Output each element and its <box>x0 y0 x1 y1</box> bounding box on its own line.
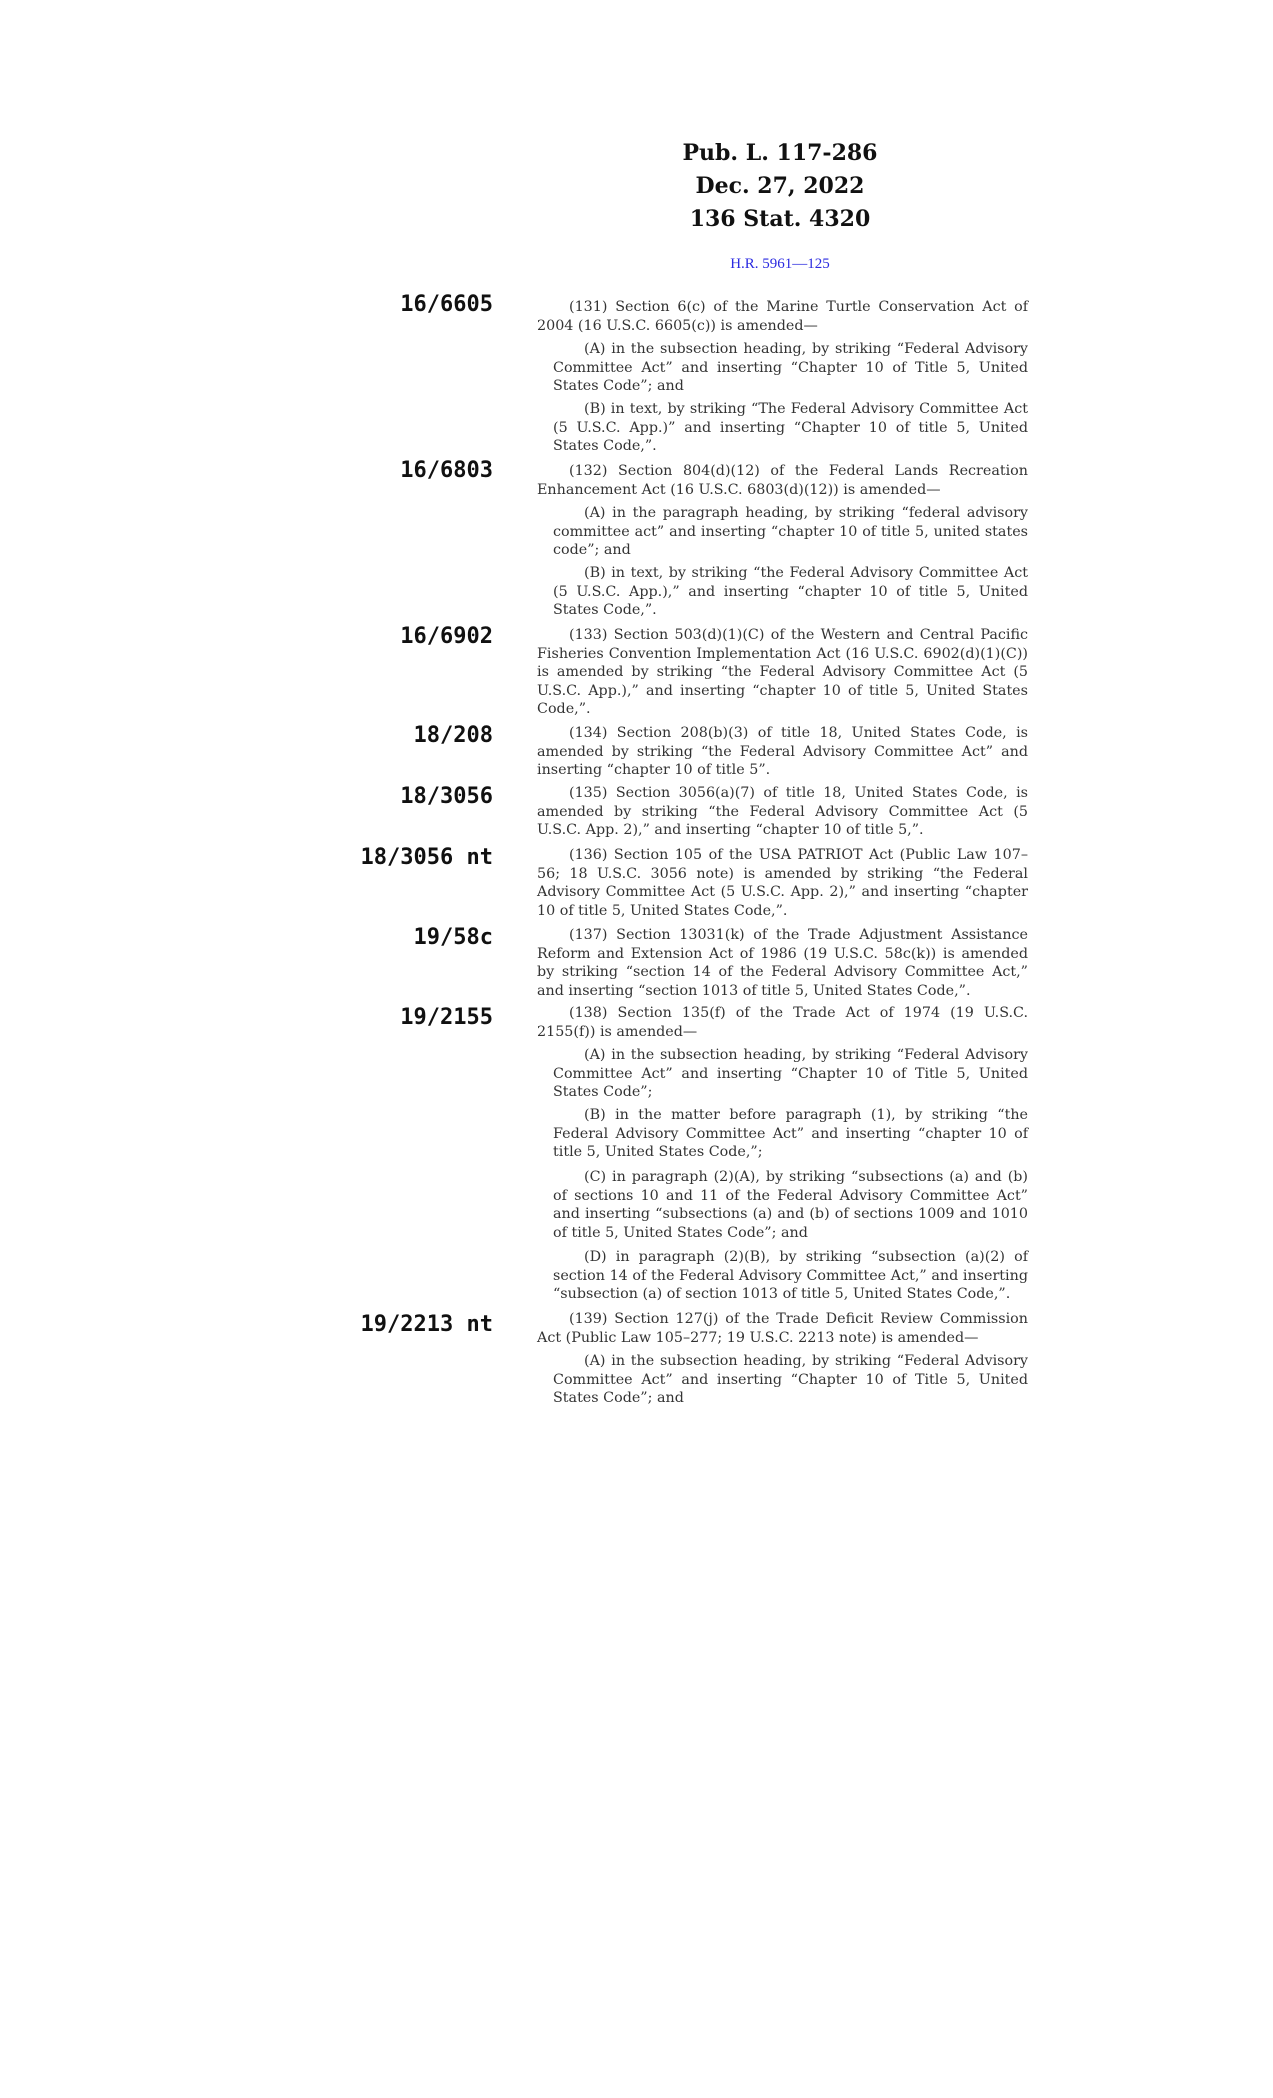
margin-citation: 16/6902 <box>400 624 493 649</box>
subparagraph: (A) in the subsection heading, by striking “Federal Advisory Committee Act” and inserting “Chapter 10 of Title 5, United States Code”; and <box>553 1353 1028 1407</box>
margin-citation: 19/2213 nt <box>360 1312 493 1337</box>
subparagraph: (B) in the matter before paragraph (1), by striking “the Federal Advisory Committee Act” and inserting “chapter 10 of title 5, United States Code,”; <box>553 1107 1028 1161</box>
subparagraph: (A) in the paragraph heading, by striking “federal advisory committee act” and inserting “chapter 10 of title 5, united states code”; and <box>553 505 1028 559</box>
section-paragraph: (132) Section 804(d)(12) of the Federal Lands Recreation Enhancement Act (16 U.S.C. 6803(d)(12)) is amended— <box>537 463 1028 498</box>
margin-citation: 16/6605 <box>400 292 493 317</box>
margin-citation: 18/3056 <box>400 784 493 809</box>
margin-citation: 16/6803 <box>400 458 493 483</box>
section-paragraph: (134) Section 208(b)(3) of title 18, United States Code, is amended by striking “the Federal Advisory Committee Act” and inserting “chapter 10 of title 5”. <box>537 725 1028 779</box>
section-paragraph: (135) Section 3056(a)(7) of title 18, United States Code, is amended by striking “the Federal Advisory Committee Act (5 U.S.C. App. 2),” and inserting “chapter 10 of title 5,”. <box>537 785 1028 839</box>
section-paragraph: (136) Section 105 of the USA PATRIOT Act (Public Law 107–56; 18 U.S.C. 3056 note) is amended by striking “the Federal Advisory Committee Act (5 U.S.C. App. 2),” and inserting “chapter 10 of title 5, United States Code,”. <box>537 847 1028 919</box>
section-paragraph: (138) Section 135(f) of the Trade Act of 1974 (19 U.S.C. 2155(f)) is amended— <box>537 1005 1028 1040</box>
margin-citation: 19/2155 <box>400 1005 493 1030</box>
statute-citation: 136 Stat. 4320 <box>689 206 871 232</box>
bill-reference: H.R. 5961—125 <box>730 256 830 272</box>
enactment-date: Dec. 27, 2022 <box>695 173 865 199</box>
subparagraph: (B) in text, by striking “the Federal Advisory Committee Act (5 U.S.C. App.),” and inserting “chapter 10 of title 5, United States Code,”. <box>553 565 1028 619</box>
subparagraph: (A) in the subsection heading, by striking “Federal Advisory Committee Act” and inserting “Chapter 10 of Title 5, United States Code”; and <box>553 341 1028 395</box>
section-paragraph: (133) Section 503(d)(1)(C) of the Western and Central Pacific Fisheries Convention Implementation Act (16 U.S.C. 6902(d)(1)(C)) is amended by striking “the Federal Advisory Committee Act (5 U.S.C. App.),” and inserting “chapter 10 of title 5, United States Code,”. <box>537 627 1028 718</box>
subparagraph: (C) in paragraph (2)(A), by striking “subsections (a) and (b) of sections 10 and 11 of the Federal Advisory Committee Act” and inserting “subsections (a) and (b) of sections 1009 and 1010 of title 5, United States Code”; and <box>553 1169 1028 1241</box>
margin-citation: 18/3056 nt <box>360 845 493 870</box>
section-paragraph: (137) Section 13031(k) of the Trade Adjustment Assistance Reform and Extension Act of 1986 (19 U.S.C. 58c(k)) is amended by striking “section 14 of the Federal Advisory Committee Act,” and inserting “section 1013 of title 5, United States Code,”. <box>537 927 1028 999</box>
section-paragraph: (131) Section 6(c) of the Marine Turtle Conservation Act of 2004 (16 U.S.C. 6605(c)) is amended— <box>537 299 1028 334</box>
subparagraph: (A) in the subsection heading, by striking “Federal Advisory Committee Act” and inserting “Chapter 10 of Title 5, United States Code”; <box>553 1047 1028 1101</box>
subparagraph: (B) in text, by striking “The Federal Advisory Committee Act (5 U.S.C. App.)” and inserting “Chapter 10 of title 5, United States Code,”. <box>553 401 1028 455</box>
subparagraph: (D) in paragraph (2)(B), by striking “subsection (a)(2) of section 14 of the Federal Advisory Committee Act,” and inserting “subsection (a) of section 1013 of title 5, United States Code,”. <box>553 1249 1028 1303</box>
margin-citation: 19/58c <box>413 925 493 950</box>
margin-citation: 18/208 <box>413 723 493 748</box>
public-law-number: Pub. L. 117-286 <box>682 140 878 166</box>
section-paragraph: (139) Section 127(j) of the Trade Deficit Review Commission Act (Public Law 105–277; 19 U.S.C. 2213 note) is amended— <box>537 1311 1028 1346</box>
